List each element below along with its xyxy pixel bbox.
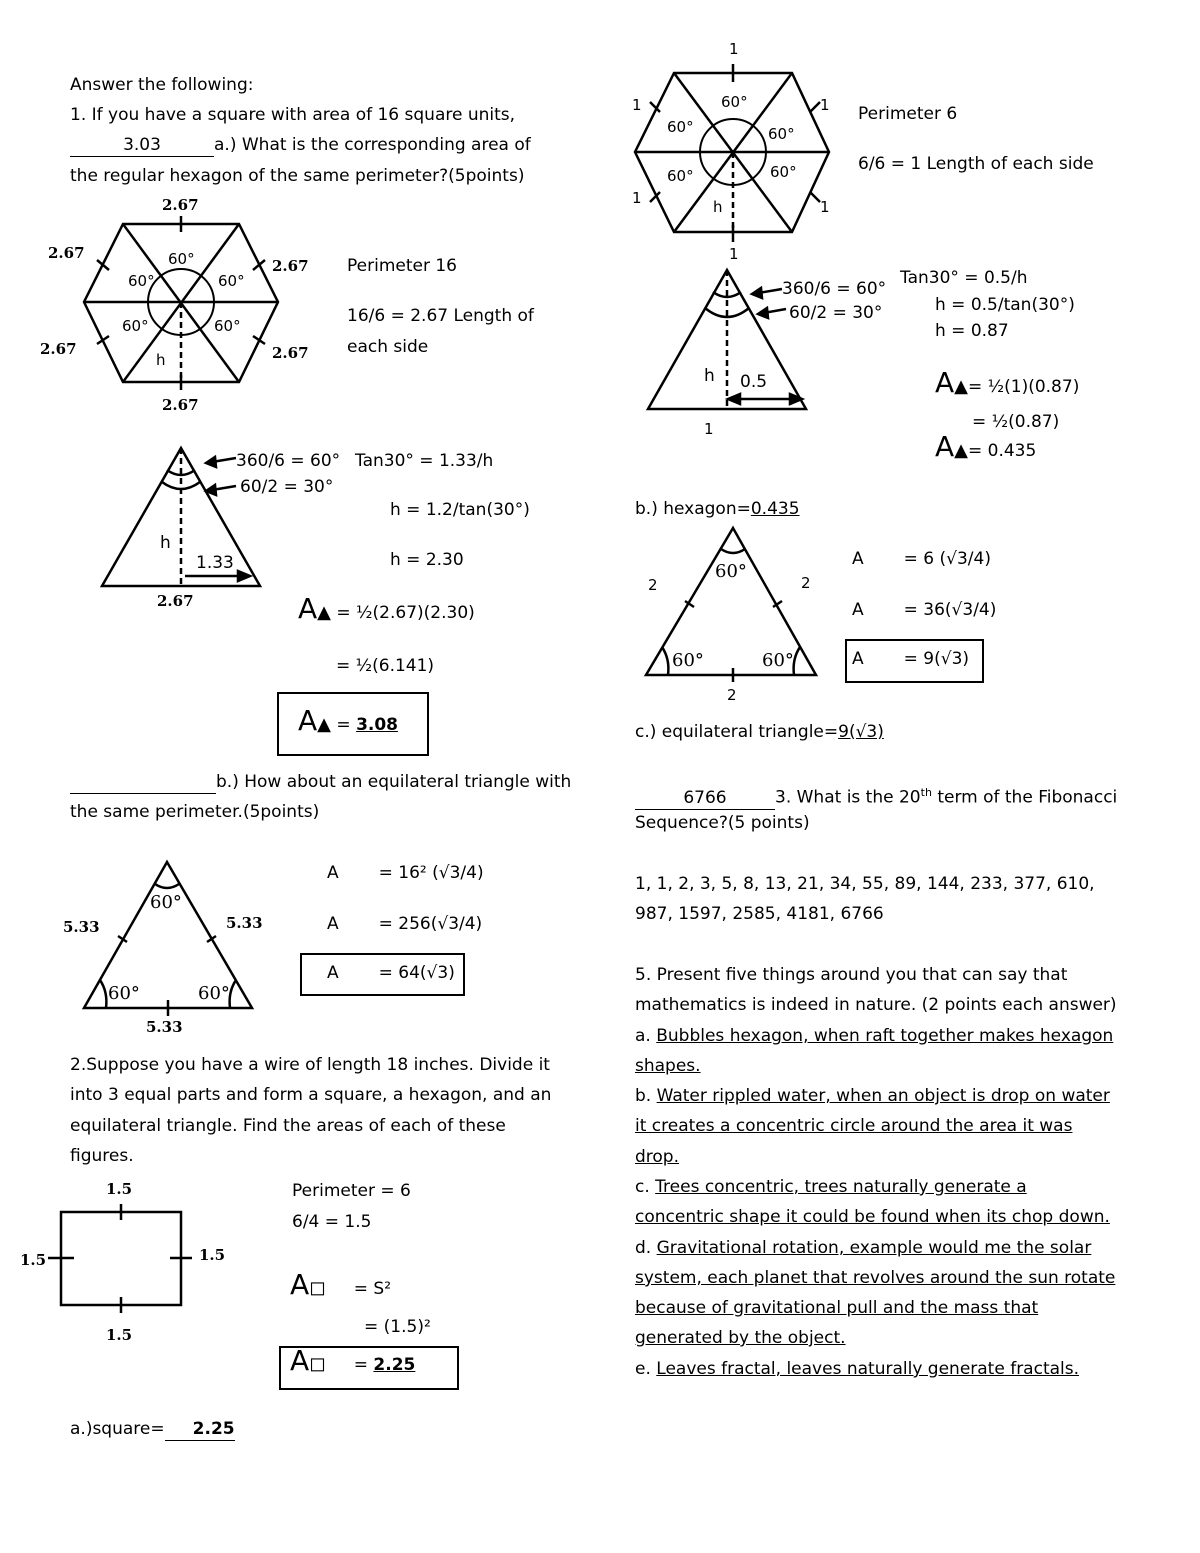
heading: Answer the following:	[70, 75, 254, 95]
hex2-angle: 60°	[768, 125, 795, 143]
tri2-angle1: 360/6 = 60°	[782, 279, 887, 299]
eq-triangle-diagram-1	[80, 856, 280, 1016]
triangle-icon: ▲	[954, 376, 968, 397]
hex2-length: 6/6 = 1 Length of each side	[858, 154, 1094, 174]
svg-text:60°: 60°	[150, 892, 182, 913]
sq-div: 6/4 = 1.5	[292, 1212, 372, 1232]
square-side-bottom: 1.5	[106, 1326, 133, 1344]
answer-d-l3: because of gravitational pull and the mass that	[635, 1298, 1039, 1318]
eqtri1-side-left: 5.33	[63, 918, 100, 936]
answer-e-text: Leaves fractal, leaves naturally generate fractals.	[656, 1359, 1080, 1379]
hexagon-answer-line	[635, 498, 800, 520]
area-eq1	[298, 592, 475, 625]
square-side-top: 1.5	[106, 1180, 133, 1198]
hex1-side-ul: 2.67	[48, 244, 85, 262]
sq-result-eq: =	[353, 1355, 369, 1375]
answer-a-text: Bubbles hexagon, when raft together makes hexagon	[656, 1026, 1114, 1046]
answer-b-l3: drop.	[635, 1147, 680, 1167]
hex2-angle: 60°	[667, 118, 694, 136]
eqA1-value: = 16² (√3/4)	[378, 863, 484, 883]
hex1-side-bottom: 2.67	[162, 396, 199, 414]
q2-line4: figures.	[70, 1146, 134, 1166]
answer-d-l2: system, each planet that revolves around the sun rotate	[635, 1268, 1116, 1288]
tri1-base: 2.67	[157, 592, 194, 610]
A2-label: A	[852, 600, 864, 620]
hex1-side-lr: 2.67	[272, 344, 309, 362]
tan-line: Tan30° = 1.33/h	[355, 451, 494, 471]
square-side-right: 1.5	[199, 1246, 226, 1264]
triangle-icon: ▲	[317, 602, 331, 623]
answer-c-text: Trees concentric, trees naturally generate a	[655, 1177, 1027, 1197]
tri1-angle1: 360/6 = 60°	[236, 451, 341, 471]
eqA3-value: = 64(√3)	[378, 963, 455, 983]
q1b-blank	[70, 771, 216, 794]
area2-eq3	[935, 430, 1037, 463]
eqA2-value: = 256(√3/4)	[378, 914, 483, 934]
answer-d-l1	[635, 1237, 1091, 1259]
hex2-side-ur: 1	[820, 96, 830, 114]
answer-d-text: Gravitational rotation, example would me the solar	[656, 1238, 1092, 1258]
area-eq2: = ½(6.141)	[336, 656, 435, 676]
area2-eq2: = ½(0.87)	[972, 412, 1060, 432]
sq-perimeter: Perimeter = 6	[292, 1181, 411, 1201]
tan2-l1: Tan30° = 0.5/h	[900, 268, 1028, 288]
sq-eq1-value: = S²	[353, 1279, 392, 1299]
A2-row3	[852, 648, 969, 670]
hex1-length-l1: 16/6 = 2.67 Length of	[347, 306, 534, 326]
tri1-h: h	[160, 533, 171, 553]
area2-eq3-value: = 0.435	[968, 441, 1037, 461]
q2-line3: equilateral triangle. Find the areas of each of these	[70, 1116, 506, 1136]
q1b-line	[70, 771, 571, 794]
q3-text-b: term of the Fibonacci	[931, 787, 1118, 808]
eqA-row3	[327, 962, 455, 984]
eqtri2-side-bottom: 2	[727, 686, 737, 704]
fib-line1: 1, 1, 2, 3, 5, 8, 13, 21, 34, 55, 89, 144, 233, 377, 610,	[635, 874, 1095, 894]
hex1-angle: 60°	[122, 317, 149, 335]
answer-b-l2: it creates a concentric circle around the area it was	[635, 1116, 1073, 1136]
square-icon: ◻	[309, 1351, 326, 1375]
answer-d-l4: generated by the object.	[635, 1328, 846, 1348]
hexagon-answer: 0.435	[750, 499, 800, 519]
tri2-half: 0.5	[740, 372, 768, 392]
answer-a-l1	[635, 1025, 1113, 1047]
square-answer-line	[70, 1418, 235, 1441]
tan2-l2: h = 0.5/tan(30°)	[935, 295, 1075, 315]
hex2-perimeter: Perimeter 6	[858, 104, 958, 124]
A2-row1	[852, 548, 991, 570]
q2-line1: 2.Suppose you have a wire of length 18 inches. Divide it	[70, 1055, 550, 1075]
answer-a-label: a.	[635, 1026, 657, 1046]
hex1-angle: 60°	[214, 317, 241, 335]
area-result	[298, 704, 399, 737]
svg-text:60°: 60°	[672, 650, 704, 671]
eqA-row2	[327, 913, 482, 935]
q3-line2: Sequence?(5 points)	[635, 813, 810, 833]
answer-b-text: Water rippled water, when an object is drop on water	[656, 1086, 1110, 1106]
area-result-eq: =	[336, 715, 351, 735]
hex2-angle: 60°	[721, 93, 748, 111]
svg-text:60°: 60°	[198, 983, 230, 1004]
answer-e-l1	[635, 1358, 1079, 1380]
sq-result	[290, 1344, 416, 1377]
triangle-icon: ▲	[954, 440, 968, 461]
triangle-icon: ▲	[317, 714, 331, 735]
q1-line1: 1. If you have a square with area of 16 square units,	[70, 105, 516, 125]
hex2-side-top: 1	[729, 40, 739, 58]
hex1-angle: 60°	[218, 272, 245, 290]
tan2-l3: h = 0.87	[935, 321, 1009, 341]
hexagon-answer-label: b.) hexagon=	[635, 499, 751, 519]
area2-a: A	[935, 366, 955, 399]
hexagon-diagram-2	[620, 40, 860, 270]
square-answer: 2.25	[165, 1418, 235, 1441]
answer-c-label: c.	[635, 1177, 656, 1197]
answer-a-l2: shapes.	[635, 1056, 701, 1076]
eqtri2-side-left: 2	[648, 576, 658, 594]
A2-label: A	[852, 549, 864, 569]
hex2-angle: 60°	[667, 167, 694, 185]
q1b-text: b.) How about an equilateral triangle with	[216, 772, 572, 792]
h-line1: h = 1.2/tan(30°)	[390, 500, 530, 520]
hex1-length-l2: each side	[347, 337, 429, 357]
q5-line1: 5. Present five things around you that can say that	[635, 965, 1068, 985]
square-side-left: 1.5	[20, 1251, 47, 1269]
tri1-half: 1.33	[196, 553, 234, 573]
svg-text:60°: 60°	[108, 983, 140, 1004]
fib-line2: 987, 1597, 2585, 4181, 6766	[635, 904, 884, 924]
hex2-side-bottom: 1	[729, 245, 739, 263]
q3-sup: th	[920, 786, 932, 799]
q1a-line2: the regular hexagon of the same perimeter?(5points)	[70, 166, 525, 186]
sq-result-value: 2.25	[373, 1355, 416, 1375]
hex1-angle: 60°	[128, 272, 155, 290]
hex1-angle: 60°	[168, 250, 195, 268]
answer-d-label: d.	[635, 1238, 657, 1258]
area-a: A	[298, 704, 318, 737]
square-icon: ◻	[309, 1275, 326, 1299]
q5-line2: mathematics is indeed in nature. (2 points each answer)	[635, 995, 1117, 1015]
square-diagram	[40, 1195, 240, 1335]
area2-eq1-value: = ½(1)(0.87)	[968, 377, 1080, 397]
area-result-value: 3.08	[356, 715, 399, 735]
hex2-side-lr: 1	[820, 198, 830, 216]
eqA-row1	[327, 862, 484, 884]
q3-line	[635, 782, 1117, 810]
sq-area-a: A	[290, 1268, 310, 1301]
A2-2-value: = 36(√3/4)	[903, 600, 997, 620]
hex1-side-ll: 2.67	[40, 340, 77, 358]
answer-b-l1	[635, 1085, 1110, 1107]
q3-answer: 6766	[635, 787, 775, 810]
tri1-angle2: 60/2 = 30°	[240, 477, 334, 497]
triangle-answer-label: c.) equilateral triangle=	[635, 722, 839, 742]
q1a-line	[70, 134, 531, 157]
triangle-answer-line	[635, 721, 884, 743]
q1a-answer: 3.03	[70, 134, 214, 157]
eqA-label: A	[327, 963, 339, 983]
tri2-angle2: 60/2 = 30°	[789, 303, 883, 323]
area-eq1-value: = ½(2.67)(2.30)	[336, 603, 475, 623]
answer-c-l1	[635, 1176, 1027, 1198]
answer-c-l2: concentric shape it could be found when its chop down.	[635, 1207, 1110, 1227]
q2-line2: into 3 equal parts and form a square, a hexagon, and an	[70, 1085, 552, 1105]
q1b-line2: the same perimeter.(5points)	[70, 802, 320, 822]
eqtri1-side-bottom: 5.33	[146, 1018, 183, 1036]
hex1-h: h	[156, 351, 166, 369]
q1a-text: a.) What is the corresponding area of	[214, 135, 531, 155]
area-a: A	[298, 592, 318, 625]
sq-area-a: A	[290, 1344, 310, 1377]
tri2-base: 1	[704, 420, 714, 438]
hex2-side-ul: 1	[632, 96, 642, 114]
eqtri2-side-right: 2	[801, 574, 811, 592]
hexagon-diagram-1	[35, 190, 335, 410]
square-answer-label: a.)square=	[70, 1419, 165, 1439]
answer-b-label: b.	[635, 1086, 657, 1106]
area2-eq1	[935, 366, 1080, 399]
area2-a: A	[935, 430, 955, 463]
eqA-label: A	[327, 863, 339, 883]
eqA-label: A	[327, 914, 339, 934]
q3-text-a: 3. What is the 20	[775, 787, 921, 808]
A2-label: A	[852, 649, 864, 669]
eq-triangle-diagram-2	[640, 524, 840, 684]
A2-row2	[852, 599, 996, 621]
hex1-side-top: 2.67	[162, 196, 199, 214]
svg-text:60°: 60°	[762, 650, 794, 671]
h-line2: h = 2.30	[390, 550, 464, 570]
hex1-perimeter: Perimeter 16	[347, 256, 457, 276]
eqtri1-side-right: 5.33	[226, 914, 263, 932]
tri2-h: h	[704, 366, 715, 386]
A2-1-value: = 6 (√3/4)	[903, 549, 991, 569]
A2-3-value: = 9(√3)	[903, 649, 970, 669]
triangle-answer: 9(√3)	[838, 722, 884, 742]
hex2-h: h	[713, 198, 723, 216]
hex2-side-ll: 1	[632, 189, 642, 207]
answer-e-label: e.	[635, 1359, 657, 1379]
svg-text:60°: 60°	[715, 561, 747, 582]
sq-eq1	[290, 1268, 392, 1301]
hex1-side-ur: 2.67	[272, 257, 309, 275]
hex2-angle: 60°	[770, 163, 797, 181]
sq-eq2: = (1.5)²	[364, 1317, 431, 1337]
